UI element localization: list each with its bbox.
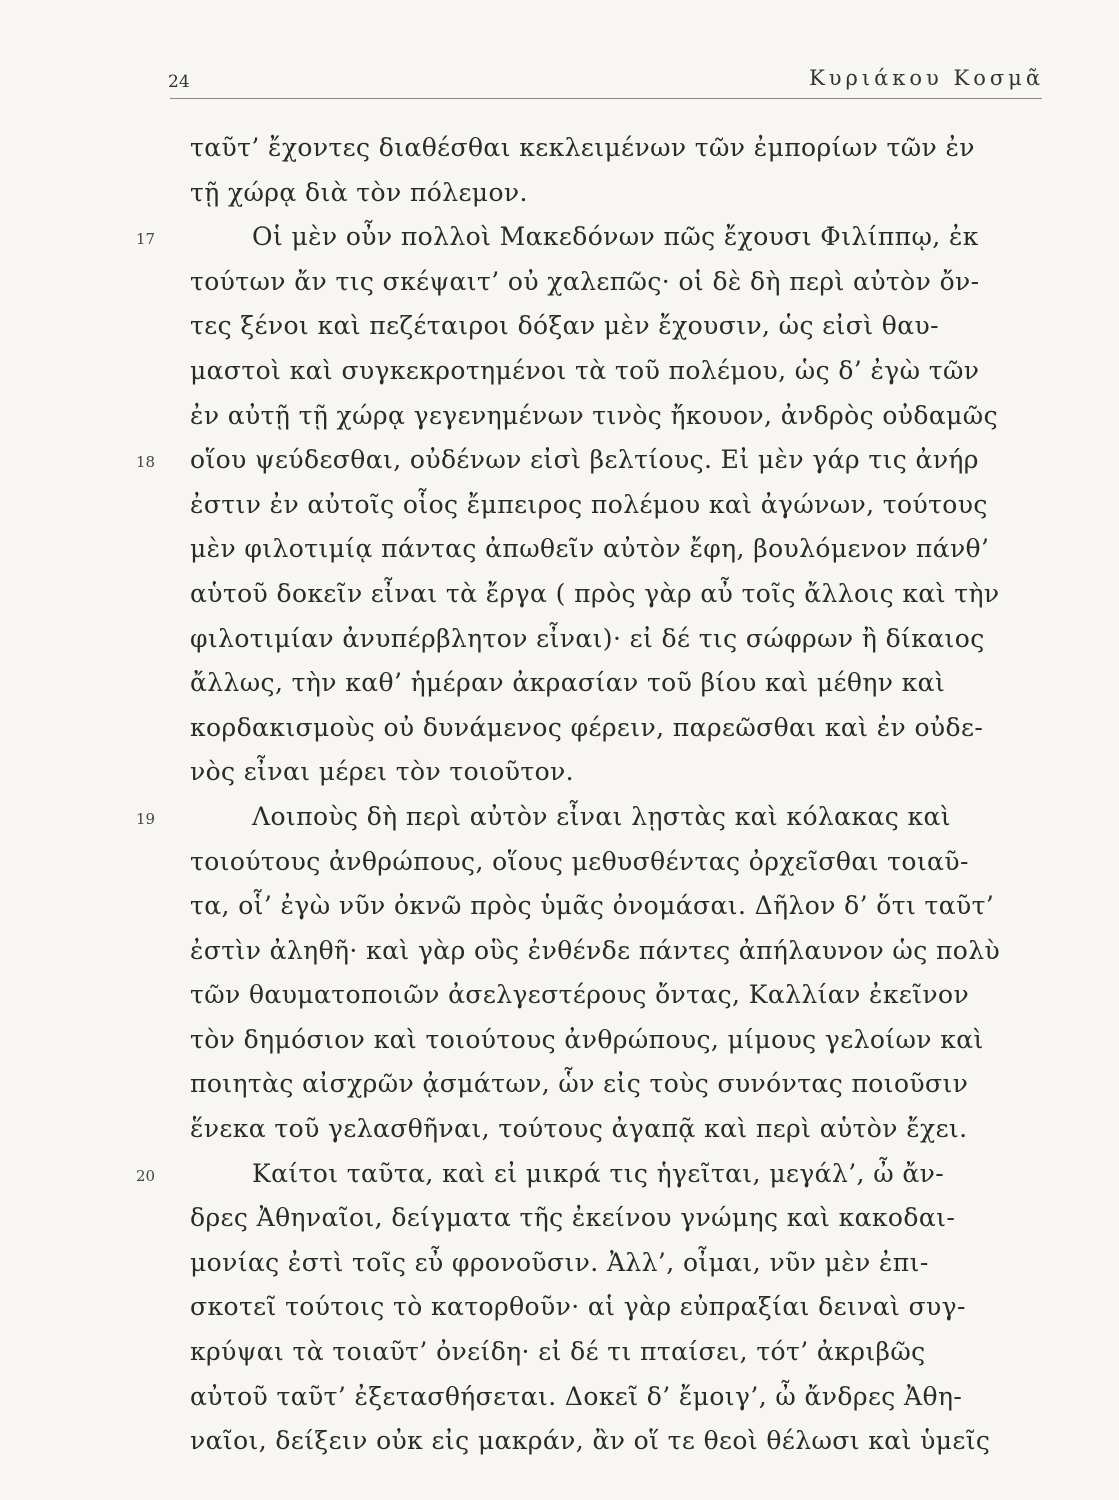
line-text: οἵου ψεύδεσθαι, οὐδένων εἰσὶ βελτίους. Εἰ μὲν γάρ τις ἀνήρ xyxy=(190,445,979,475)
line-text: τοιούτους ἀνθρώπους, οἵους μεθυσθέντας ὀρχεῖσθαι τοιαῦ- xyxy=(190,846,969,876)
line-text: κρύψαι τὰ τοιαῦτ’ ὀνείδη· εἰ δέ τι πταίσει, τότ’ ἀκριβῶς xyxy=(190,1337,926,1367)
text-line xyxy=(132,527,1052,572)
text-line xyxy=(132,706,1052,751)
line-text: τες ξένοι καὶ πεζέταιροι δόξαν μὲν ἔχουσιν, ὡς εἰσὶ θαυ- xyxy=(190,311,939,341)
text-line xyxy=(132,304,1052,349)
text-line xyxy=(132,973,1052,1018)
line-text: δρες Ἀθηναῖοι, δείγματα τῆς ἐκείνου γνώμης καὶ κακοδαι- xyxy=(190,1203,956,1233)
text-line xyxy=(132,1107,1052,1152)
page-number: 24 xyxy=(168,72,190,92)
text-line xyxy=(132,840,1052,885)
line-text: Οἱ μὲν οὖν πολλοὶ Μακεδόνων πῶς ἔχουσι Φιλίππῳ, ἐκ xyxy=(252,222,979,252)
page-header xyxy=(168,66,1044,96)
line-text: ἕνεκα τοῦ γελασθῆναι, τούτους ἀγαπᾷ καὶ περὶ αὑτὸν ἔχει. xyxy=(190,1114,968,1144)
header-rule xyxy=(170,98,1042,99)
line-text: ἐστιν ἐν αὐτοῖς οἷος ἔμπειρος πολέμου καὶ ἀγώνων, τούτους xyxy=(190,489,988,519)
section-number: 18 xyxy=(136,453,156,472)
line-text: τῶν θαυματοποιῶν ἀσελγεστέρους ὄντας, Καλλίαν ἐκεῖνον xyxy=(190,980,970,1010)
line-text: κορδακισμοὺς οὐ δυνάμενος φέρειν, παρεῶσθαι καὶ ἐν οὐδε- xyxy=(190,712,984,742)
text-line xyxy=(132,126,1052,171)
line-text: μονίας ἐστὶ τοῖς εὖ φρονοῦσιν. Ἀλλ’, οἶμαι, νῦν μὲν ἐπι- xyxy=(190,1247,929,1277)
section-number: 17 xyxy=(136,230,156,249)
page-body xyxy=(132,126,1052,1464)
text-line xyxy=(132,349,1052,394)
line-text: Λοιποὺς δὴ περὶ αὐτὸν εἶναι λῃστὰς καὶ κόλακας καὶ xyxy=(252,801,952,831)
section-number: 20 xyxy=(136,1166,156,1185)
text-line xyxy=(132,394,1052,439)
line-text: ἐστὶν ἀληθῆ· καὶ γὰρ οὓς ἐνθένδε πάντες ἀπήλαυνον ὡς πολὺ xyxy=(190,935,1001,965)
text-line xyxy=(132,572,1052,617)
text-line xyxy=(132,1152,1052,1197)
line-text: ποιητὰς αἰσχρῶν ᾀσμάτων, ὧν εἰς τοὺς συνόντας ποιοῦσιν xyxy=(190,1069,969,1099)
line-text: σκοτεῖ τούτοις τὸ κατορθοῦν· αἱ γὰρ εὐπραξίαι δειναὶ συγ- xyxy=(190,1292,966,1322)
line-text: αὐτοῦ ταῦτ’ ἐξετασθήσεται. Δοκεῖ δ’ ἔμοιγ’, ὦ ἄνδρες Ἀθη- xyxy=(190,1381,963,1411)
text-line xyxy=(132,1330,1052,1375)
line-text: μὲν φιλοτιμίᾳ πάντας ἀπωθεῖν αὐτὸν ἔφη, βουλόμενον πάνθ’ xyxy=(190,534,990,564)
text-line xyxy=(132,750,1052,795)
line-text: φιλοτιμίαν ἀνυπέρβλητον εἶναι)· εἰ δέ τις σώφρων ἢ δίκαιος xyxy=(190,623,985,653)
line-text: ναῖοι, δείξειν οὐκ εἰς μακράν, ἂν οἵ τε θεοὶ θέλωσι καὶ ὑμεῖς xyxy=(190,1426,991,1456)
line-text: τῇ χώρᾳ διὰ τὸν πόλεμον. xyxy=(190,177,528,207)
running-head: Κυριάκου Κοσμᾶ xyxy=(809,66,1044,90)
text-line xyxy=(132,483,1052,528)
text-line xyxy=(132,438,1052,483)
text-line xyxy=(132,884,1052,929)
line-text: τούτων ἄν τις σκέψαιτ’ οὐ χαλεπῶς· οἱ δὲ δὴ περὶ αὐτὸν ὄν- xyxy=(190,266,980,296)
text-line xyxy=(132,1285,1052,1330)
line-text: νὸς εἶναι μέρει τὸν τοιοῦτον. xyxy=(190,757,574,787)
text-line xyxy=(132,1062,1052,1107)
text-line xyxy=(132,1241,1052,1286)
text-line xyxy=(132,1419,1052,1464)
line-text: τα, οἷ’ ἐγὼ νῦν ὀκνῶ πρὸς ὑμᾶς ὀνομάσαι. Δῆλον δ’ ὅτι ταῦτ’ xyxy=(190,891,995,921)
text-line xyxy=(132,795,1052,840)
text-line xyxy=(132,215,1052,260)
line-text: Καίτοι ταῦτα, καὶ εἰ μικρά τις ἡγεῖται, μεγάλ’, ὦ ἄν- xyxy=(252,1158,945,1188)
text-line xyxy=(132,617,1052,662)
text-line xyxy=(132,661,1052,706)
text-line xyxy=(132,1018,1052,1063)
line-text: αὑτοῦ δοκεῖν εἶναι τὰ ἔργα ( πρὸς γὰρ αὖ τοῖς ἄλλοις καὶ τὴν xyxy=(190,578,1000,608)
text-line xyxy=(132,1196,1052,1241)
line-text: ἄλλως, τὴν καθ’ ἡμέραν ἀκρασίαν τοῦ βίου καὶ μέθην καὶ xyxy=(190,668,946,698)
line-text: μαστοὶ καὶ συγκεκροτημένοι τὰ τοῦ πολέμου, ὡς δ’ ἐγὼ τῶν xyxy=(190,355,980,385)
line-text: ταῦτ’ ἔχοντες διαθέσθαι κεκλειμένων τῶν ἐμπορίων τῶν ἐν xyxy=(190,133,975,162)
text-line xyxy=(132,1375,1052,1420)
text-line xyxy=(132,929,1052,974)
line-text: ἐν αὐτῇ τῇ χώρᾳ γεγενημένων τινὸς ἤκουον, ἀνδρὸς οὐδαμῶς xyxy=(190,400,998,430)
section-number: 19 xyxy=(136,809,156,828)
text-line xyxy=(132,260,1052,305)
text-line xyxy=(132,171,1052,216)
line-text: τὸν δημόσιον καὶ τοιούτους ἀνθρώπους, μίμους γελοίων καὶ xyxy=(190,1024,984,1054)
